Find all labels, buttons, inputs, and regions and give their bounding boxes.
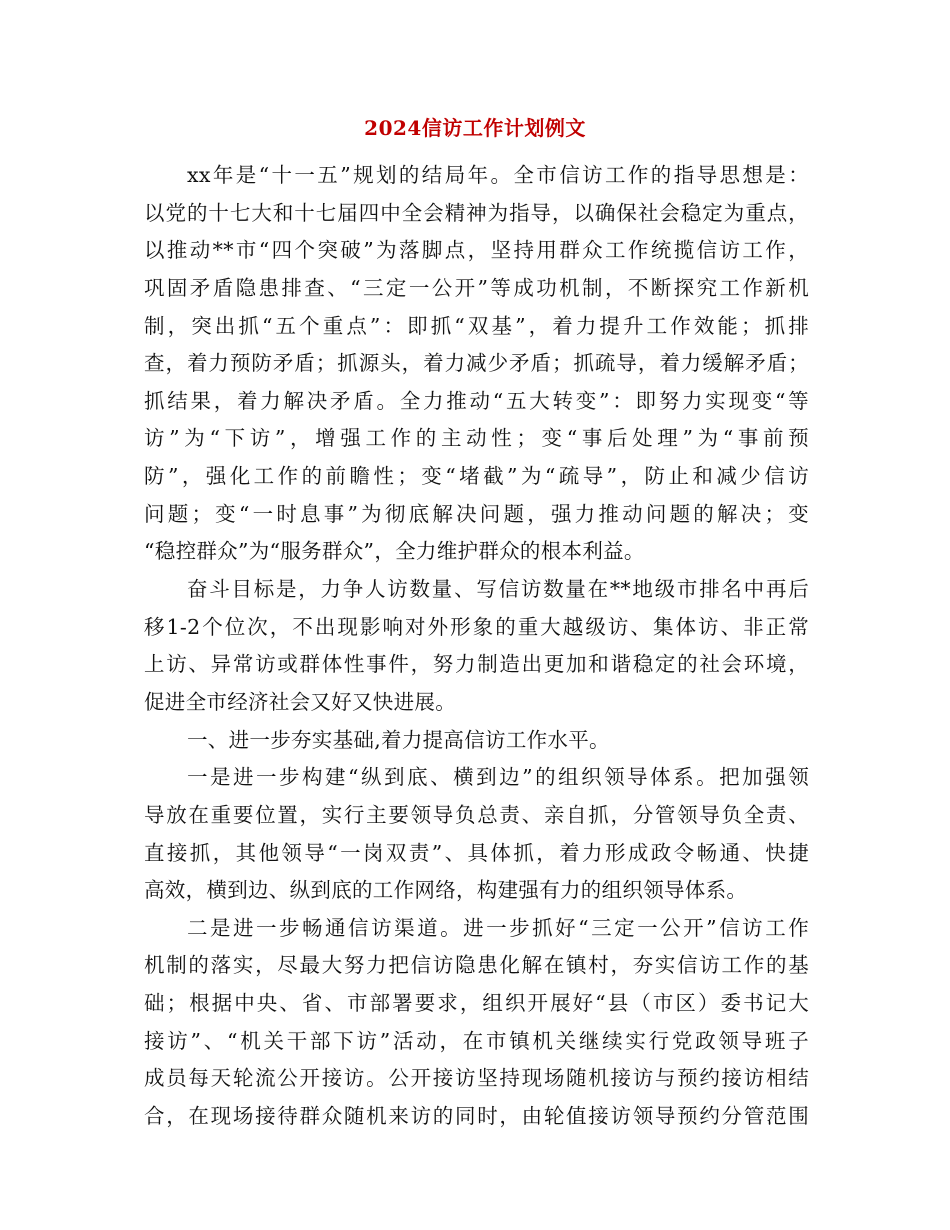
- section-heading: 一、进一步夯实基础,着力提高信访工作水平。: [187, 727, 610, 752]
- paragraph-line: 二是进一步畅通信访渠道。进一步抓好“三定一公开”信访工作: [187, 915, 809, 940]
- paragraph-line: 直接抓，其他领导“一岗双责”、具体抓，着力形成政令畅通、快捷: [144, 840, 809, 865]
- paragraph-line: 问题；变“一时息事”为彻底解决问题，强力推动问题的解决；变: [144, 501, 809, 526]
- paragraph-line: 上访、异常访或群体性事件，努力制造出更加和谐稳定的社会环境，: [144, 652, 809, 677]
- paragraph-line: 查，着力预防矛盾；抓源头，着力减少矛盾；抓疏导，着力缓解矛盾；: [144, 351, 809, 376]
- paragraph-line: 础；根据中央、省、市部署要求，组织开展好“县（市区）委书记大: [144, 991, 809, 1016]
- paragraph-line: 制，突出抓“五个重点”：即抓“双基”，着力提升工作效能；抓排: [144, 313, 809, 338]
- paragraph-line: “稳控群众”为“服务群众”，全力维护群众的根本利益。: [144, 539, 645, 564]
- paragraph-line: 一是进一步构建“纵到底、横到边”的组织领导体系。把加强领: [187, 765, 809, 790]
- paragraph-line: 机制的落实，尽最大努力把信访隐患化解在镇村，夯实信访工作的基: [144, 953, 809, 978]
- paragraph-line: 移1-2个位次，不出现影响对外形象的重大越级访、集体访、非正常: [144, 614, 809, 639]
- paragraph-line: 合，在现场接待群众随机来访的同时，由轮值接访领导预约分管范围: [144, 1104, 809, 1129]
- paragraph-line: 接访”、“机关干部下访”活动，在市镇机关继续实行党政领导班子: [144, 1028, 809, 1053]
- paragraph-line: 巩固矛盾隐患排查、“三定一公开”等成功机制，不断探究工作新机: [144, 275, 809, 300]
- paragraph-line: 防”，强化工作的前瞻性；变“堵截”为“疏导”，防止和减少信访: [144, 464, 809, 489]
- paragraph-line: 以党的十七大和十七届四中全会精神为指导，以确保社会稳定为重点，: [144, 200, 809, 225]
- document-body: [144, 157, 809, 1136]
- paragraph-line: 访”为“下访”，增强工作的主动性；变“事后处理”为“事前预: [144, 426, 809, 451]
- paragraph-line: xx年是“十一五”规划的结局年。全市信访工作的指导思想是：: [187, 163, 809, 187]
- document-title: 2024信访工作计划例文: [364, 116, 586, 140]
- paragraph-line: 抓结果，着力解决矛盾。全力推动“五大转变”：即努力实现变“等: [144, 388, 809, 413]
- paragraph-line: 导放在重要位置，实行主要领导负总责、亲自抓，分管领导负全责、: [144, 802, 809, 827]
- paragraph-line: 以推动**市“四个突破”为落脚点，坚持用群众工作统揽信访工作，: [144, 238, 809, 263]
- paragraph-line: 成员每天轮流公开接访。公开接访坚持现场随机接访与预约接访相结: [144, 1066, 809, 1091]
- paragraph-line: 奋斗目标是，力争人访数量、写信访数量在**地级市排名中再后: [187, 577, 809, 602]
- paragraph-line: 高效，横到边、纵到底的工作网络，构建强有力的组织领导体系。: [144, 878, 748, 903]
- paragraph-line: 促进全市经济社会又好又快进展。: [144, 689, 456, 714]
